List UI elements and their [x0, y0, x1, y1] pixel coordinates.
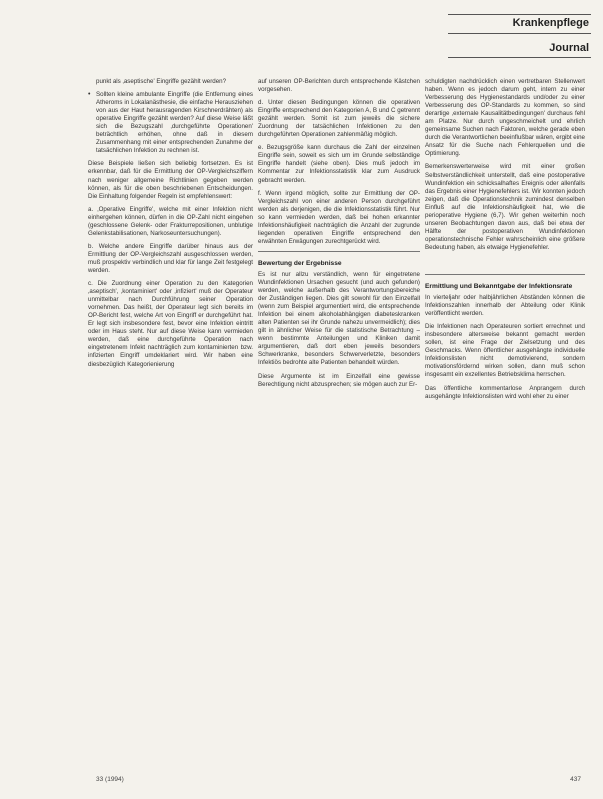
text-column-left: [88, 78, 253, 374]
paragraph: punkt als ‚aseptische' Eingriffe gezählt werden?: [96, 78, 227, 85]
page-number: 437: [570, 776, 581, 783]
text-column-right: [425, 78, 585, 406]
paragraph: auf unseren OP-Berichten durch entsprechende Kästchen vorgesehen.: [258, 78, 420, 94]
paragraph: Diese Beispiele ließen sich beliebig fortsetzen. Es ist erkennbar, daß für die Ermittlung der OP-Vergleichsziffern nach weniger allgemeine Richtlinien gegeben werden können, als für die oben beschriebenen Entscheidungen. Die Einhaltung folgender Regeln ist empfehlenswert:: [88, 160, 253, 200]
paragraph: d. Unter diesen Bedingungen können die operativen Eingriffe entsprechend den Kategorien A, B und C getrennt gezählt werden. Somit ist zum jeweils die sichere Zuordnung der tatsächlichen Infektionen zu den durchgeführten Operationen zahlenmäßig möglich.: [258, 99, 420, 139]
paragraph: f. Wenn irgend möglich, sollte zur Ermittlung der OP-Vergleichszahl von einer anderen Person durchgeführt werden als derjenigen, die die Infektionsstatistik führt. Nur so kann vermieden werden, daß bei hohen erkannter Infektionshäufigkeit nachträglich die Anzahl der zugrunde liegenden operativen Eingriffe entsprechend den erwähnten Erwägungen zurechtgerückt wird.: [258, 189, 420, 245]
section-divider: [258, 251, 420, 252]
paragraph: e. Bezugsgröße kann durchaus die Zahl der einzelnen Eingriffe sein, soweit es sich um im Grunde selbständige Eingriffe handelt (siehe oben). Dies muß jedoch im Kommentar zur Infektionsstatistik klar zum Ausdruck gebracht werden.: [258, 144, 420, 184]
header-title-krankenpflege: Krankenpflege: [512, 17, 589, 29]
header-rule-top: [448, 14, 591, 15]
paragraph: In vierteljahr oder halbjährlichen Abständen können die Infektionszahlen innerhalb der Abteilung oder Klinik veröffentlicht werden.: [425, 294, 585, 318]
header-rule-bottom: [448, 57, 591, 58]
paragraph: a. ‚Operative Eingriffe', welche mit einer Infektion nicht einhergehen können, dürfen in die OP-Zahl nicht eingehen (geschlossene Gelenk- oder Frakturrepositionen, unblutige Gelenkstabilisationen, Narkoseuntersuchungen).: [88, 205, 253, 237]
section-heading: Ermittlung und Bekanntgabe der Infektionsrate: [425, 282, 573, 290]
text-column-middle: [258, 78, 420, 394]
paragraph: Bemerkenswerterweise wird mit einer großen Selbstverständlichkeit unterstellt, daß eine postoperative Wundinfektion ein schicksalhaftes Ereignis oder allenfalls das Ergebnis einer Hygienefehlers ist. Wir konnten jedoch zeigen, daß die Operationstechnik zumindest denselben Einfluß auf die Infektionshäufigkeit hat, wie die perioperative Hygiene (6,7). Wir gehen weiterhin noch unseren Beobachtungen davon aus, daß bei etwa der Hälfte der postoperativen Wundinfektionen operationstechnische Fehler wahrscheinlich eine größere Bedeutung haben, als etwaige Hygienefehler.: [425, 163, 585, 251]
paragraph: Die Infektionen nach Operateuren sortiert errechnet und insbesondere altersweise bekannt gemacht werden sollen, ist eine Frage der Zielsetzung und des Geschmacks. Wenn öffentlicher ausgehängte individuelle Infektionslisten nicht demotivierend, sondern motivationsfördernd wirken sollen, dann muß schon insgesamt ein exzellentes Betriebsklima herrschen.: [425, 323, 585, 379]
header-rule-middle: [448, 33, 591, 34]
section-divider: [425, 274, 585, 275]
paragraph: Das öffentliche kommentarlose Anprangern durch ausgehängte Infektionslisten wird wohl eher zu einer: [425, 384, 585, 400]
paragraph: Es ist nur allzu verständlich, wenn für eingetretene Wundinfektionen Ursachen gesucht (und auch gefunden) werden, welche außerhalb des Verantwortungsbereiche der Zuständigen liegen. Dies gilt sowohl für den Einzelfall (wenn zum Beispiel argumentiert wird, die entsprechende Infektion bei einem alkoholabhängigen diabeteskranken alten Patienten sei ihr Grunde nahezu unvermeidlich); dies gilt in ähnlicher Weise für die statistische Betrachtung – wenn bestimmte Anteilungen und Kliniken damit argumentieren, daß dort eben jeweils besonders Schwerkranke, besonders Schwerverletzte, besonders Infektiös bedrohte alte Patienten behandelt würden.: [258, 270, 420, 367]
paragraph: schuldigten nachdrücklich einen vertretbaren Stellenwert haben. Wenn es jedoch darum geht, intern zu einer Verbesserung des Hygienestandards und/oder zu einer Verbesserung des OP-Standards zu kommen, so sind derartige ‚externale Kausalitätbedingungen' durchaus fehl am Platze. Nur durch ungeschmeichelt und ehrlich gemeinsame Suchen nach Faktoren, welche gerade eben durch die Verantwortlichen beeinflußbar wären, ergibt eine Ansatz für die Suche nach Fehlerquellen und die Optimierung.: [425, 78, 585, 158]
header-title-journal: Journal: [549, 42, 589, 54]
section-heading: Bewertung der Ergebnisse: [258, 259, 342, 267]
footer-issue: 33 (1994): [96, 776, 124, 783]
paragraph: b. Welche andere Eingriffe darüber hinaus aus der Ermittlung der OP-Vergleichszahl ausgeschlossen werden, muß prospektiv verbindlich und klar für lange Zeit festgelegt werden.: [88, 242, 253, 274]
bullet-paragraph: • Sollten kleine ambulante Eingriffe (die Entfernung eines Atheroms in Lokalanästhesie, die einfache Herausziehen von aus der Haut herausragenden Kirschnerdrähten) als operative Eingriffe gezählt werden? Auf diese Weise läßt sich die Bezugszahl ‚durchgeführte Operationen' beträchtlich erhöhen, ohne daß in diesem Zusammenhang mit einer entsprechenden Zunahme der tatsächlichen Infektion zu rechnen ist.: [88, 91, 253, 155]
paragraph: c. Die Zuordnung einer Operation zu den Kategorien ‚aseptisch', ‚kontaminiert' oder ‚infiziert' muß der Operateur unmittelbar nach Durchführung seiner Operation vornehmen. Das heißt, der Operateur legt sich bereits im OP-Bericht fest, welche Art von Eingriff er durchgeführt hat. Er legt sich insbesondere fest, bevor eine Infektion eintritt oder im Haus steht. Nur auf diese Weise kann vermieden werden, daß eine durchgeführte Operation nach eingetretenem Infekt nachträglich zum kontaminierten bzw. infizierten Eingriff umdeklariert wird. Wir haben eine diesbezüglich Kategorienierung: [88, 280, 253, 368]
paragraph: Diese Argumente ist im Einzelfall eine gewisse Berechtigung nicht abzusprechen; sie mögen auch zur Er-: [258, 372, 420, 388]
